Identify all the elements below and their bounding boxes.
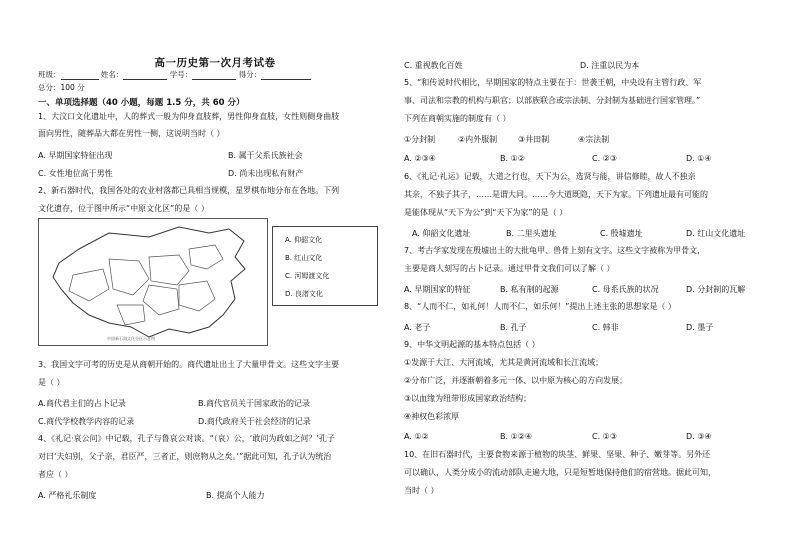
q5-option-b: B. ①② — [500, 154, 525, 163]
q9-item-2: ②分布广泛，并逐渐朝着多元一体、以中原为核心的方向发展； — [404, 376, 628, 385]
q2-line1: 2、新石器时代，我国各处的农业村落都已具相当规模，星罗棋布地分布在各地。下列 — [38, 186, 340, 195]
q4-option-c: C. 重视教化百姓 — [404, 61, 463, 70]
name-blank[interactable] — [123, 71, 167, 80]
q6-line2: 其亲，不独子其子，……是谓大同。……今大道既隐，天下为家。下列遗址最有可能的 — [404, 190, 708, 199]
q9-item-4: ④神权色彩浓厚 — [404, 412, 460, 421]
q9-option-c: C. ①③ — [592, 432, 618, 441]
q1-option-a: A. 早期国家特征出现 — [38, 151, 113, 160]
q7-option-b: B. 私有制的起源 — [500, 285, 559, 294]
q4-option-b: B. 提高个人能力 — [206, 491, 265, 500]
q7-line2: 主要是商人刻写的占卜记录。通过甲骨文我们可以了解（ ） — [404, 264, 615, 273]
q9-line1: 9、中华文明起源的基本特点包括（ ） — [404, 340, 540, 349]
q8-line1: 8、“人而不仁，如礼何！人而不仁，如乐何！”提出上述主张的思想家是（ ） — [404, 302, 676, 311]
q8-option-a: A. 老子 — [404, 323, 431, 332]
q5-item-2: ②内外服制 — [458, 135, 498, 144]
q5-line2: 事、司法和宗教的机构与职官；以部族联合或宗法制、分封制为基础进行国家管理。” — [404, 96, 701, 105]
q5-item-4: ④宗法制 — [578, 135, 610, 144]
q8-option-b: B. 孔子 — [500, 323, 527, 332]
q3-option-c: C.商代学校教学内容的记录 — [38, 417, 135, 426]
q5-option-d: D. ①④ — [686, 154, 712, 163]
q2-option-d: D. 良渚文化 — [285, 290, 323, 298]
q6-option-a: A. 仰韶文化遗址 — [412, 229, 471, 238]
q6-option-b: B. 二里头遗址 — [506, 229, 557, 238]
q3-line1: 3、我国文字可考的历史是从商朝开始的。商代遗址出土了大量甲骨文。这些文字主要 — [38, 360, 340, 369]
q3-option-b: B.商代官员关于国家政治的记录 — [198, 399, 311, 408]
q4-option-a: A. 严格礼乐制度 — [38, 491, 97, 500]
q10-line3: 当时（ ） — [404, 486, 439, 495]
name-label: 姓名： — [100, 70, 124, 79]
q1-option-d: D. 尚未出现私有财产 — [228, 169, 304, 178]
id-blank[interactable] — [192, 71, 236, 80]
q7-option-d: D. 分封制的瓦解 — [686, 285, 746, 294]
q9-option-d: D. ③④ — [686, 432, 712, 441]
q6-line1: 6、《礼记·礼运》记载，大道之行也，天下为公，选贤与能，讲信修睦，故人不独亲 — [404, 172, 696, 181]
q5-line1: 5、“和传说时代相比，早期国家的特点主要在于：世袭王朝，中央设有主管行政、军 — [404, 78, 702, 87]
q2-option-a: A. 仰韶文化 — [285, 236, 323, 244]
total-score: 总分：100 分 — [38, 83, 85, 92]
q8-option-c: C. 韩非 — [592, 323, 619, 332]
q1-line1: 1、大汶口文化遗址中，人的葬式一般为仰身直肢葬，男性仰身直肢，女性则侧身曲肢 — [38, 112, 340, 121]
q2-option-b: B. 红山文化 — [285, 254, 323, 262]
q3-option-d: D.商代政府关于社会经济的记录 — [198, 417, 311, 426]
exam-title: 高一历史第一次月考试卷 — [154, 57, 276, 69]
q2-option-c: C. 河姆渡文化 — [285, 272, 330, 280]
q4-line2: 对曰‘夫妇别，父子亲，君臣严，三者正，则庶物从之矣。’”据此可知，孔子认为统治 — [38, 452, 332, 461]
student-info-line — [38, 69, 311, 80]
class-label: 班级： — [38, 70, 61, 79]
q3-option-a: A.商代君主们的占卜记录 — [38, 399, 126, 408]
q1-option-c: C. 女性地位高于男性 — [38, 169, 113, 178]
id-label: 学号： — [169, 70, 193, 79]
q3-line2: 是（ ） — [38, 378, 65, 387]
score-label: 得分： — [238, 70, 262, 79]
china-culture-map — [38, 218, 268, 346]
q5-option-c: C. ②③ — [592, 154, 618, 163]
map-caption: 中国新石器文化分区示意图 — [107, 336, 155, 341]
q2-legend-box — [272, 226, 378, 306]
section-heading: 一、单项选择题（40 小题，每题 1.5 分，共 60 分） — [38, 98, 245, 108]
q9-option-b: B. ①②④ — [500, 432, 533, 441]
q5-item-1: ①分封制 — [404, 135, 436, 144]
q1-line2: 面向男性，随葬品大都在男性一侧，这说明当时（ ） — [38, 129, 225, 138]
q8-option-d: D. 墨子 — [686, 323, 714, 332]
map-graphic — [39, 219, 267, 345]
q1-option-b: B. 属于父系氏族社会 — [228, 151, 303, 160]
q9-option-a: A. ①② — [404, 432, 429, 441]
q6-option-c: C. 殷墟遗址 — [600, 229, 643, 238]
class-blank[interactable] — [61, 71, 99, 80]
q7-line1: 7、考古学家发现在殷墟出土的大批龟甲、兽骨上刻有文字。这些文字被称为甲骨文， — [404, 246, 706, 255]
score-blank[interactable] — [261, 71, 311, 80]
q4-line1: 4、《礼记·哀公问》中记载，孔子与鲁哀公对谈。“（哀）公，‘敢问为政如之何？’孔子 — [38, 434, 335, 443]
q6-option-d: D. 红山文化遗址 — [686, 229, 746, 238]
q6-line3: 是能体现从“天下为公”到“天下为家”的是（ ） — [404, 208, 568, 217]
q4-option-d: D. 注重以民为本 — [580, 61, 640, 70]
q10-line2: 可以确认，人类分成小的流动部队走遍大地，只是短暂地保持他们的宿营地。据此可知， — [404, 468, 716, 477]
q7-option-a: A. 早期国家的特征 — [404, 285, 471, 294]
q9-item-3: ③以血缘为纽带形成国家政治结构； — [404, 394, 532, 403]
q5-line3: 下列在商朝实施的制度有（ ） — [404, 114, 511, 123]
q7-option-c: C. 母系氏族的状况 — [592, 285, 659, 294]
q10-line1: 10、在旧石器时代，主要食物来源于植物的块茎、鲜果、坚果、种子、嫩芽等。另外还 — [404, 450, 711, 459]
q5-item-3: ③井田制 — [518, 135, 550, 144]
q9-item-1: ①发源于大江、大河流域，尤其是黄河流域和长江流域； — [404, 358, 604, 367]
q2-line2: 文化遗存，位于图中所示“中原文化区”的是（ ） — [38, 204, 209, 213]
q4-line3: 者应（ ） — [38, 470, 73, 479]
q5-option-a: A. ②③④ — [404, 154, 436, 163]
